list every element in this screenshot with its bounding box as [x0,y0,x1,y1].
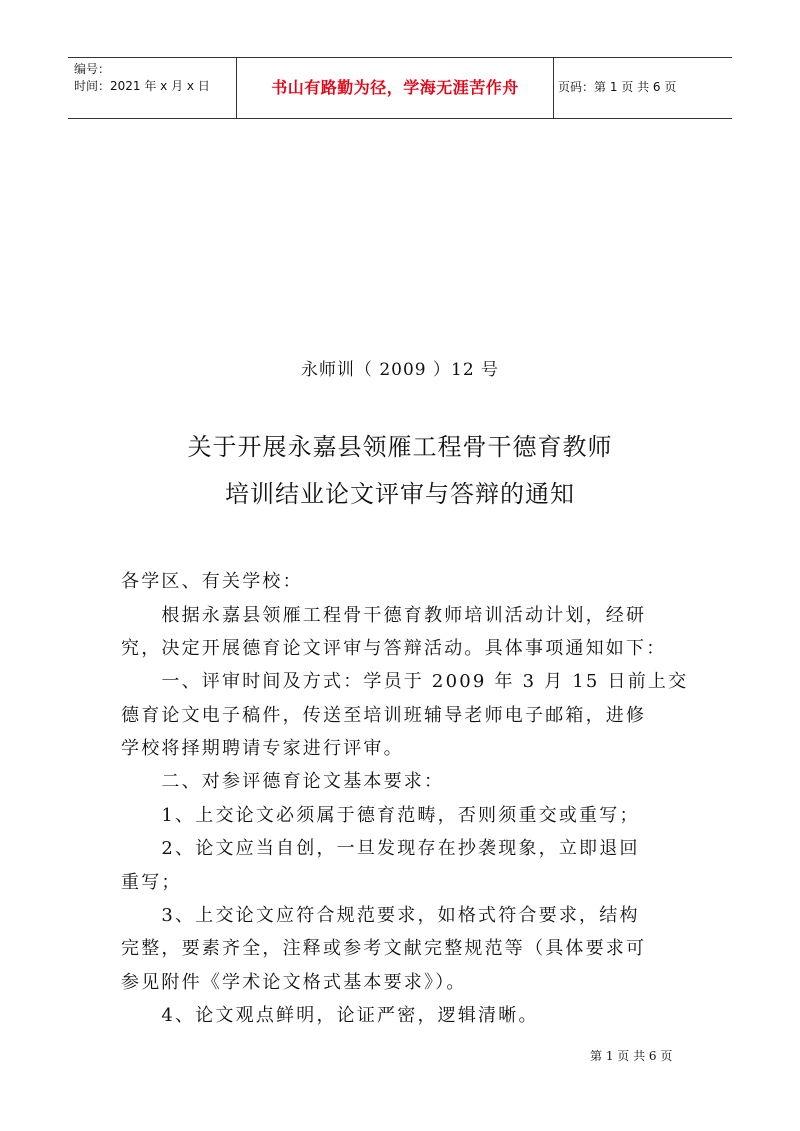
document-title-line-1: 关于开展永嘉县领雁工程骨干德育教师 [187,433,613,461]
body-line: 1、上交论文必须属于德育范畴，否则须重交或重写； [121,805,640,826]
page-footer: 第 1 页 共 6 页 [590,1049,673,1063]
motto-text: 书山有路勤为径，学海无涯苦作舟 [271,78,519,97]
body-line: 完整，要素齐全，注释或参考文献完整规范等（具体要求可 [121,938,647,959]
body-line: 重写； [121,872,182,893]
header-page-cell [554,58,732,118]
body-line: 根据永嘉县领雁工程骨干德育教师培训活动计划，经研 [121,605,647,626]
document-header [68,57,732,119]
number-label: 编号： [74,62,111,76]
body-line: 学校将择期聘请专家进行评审。 [121,738,404,759]
time-label: 时间：2021 年 x 月 x 日 [74,79,210,93]
header-info-cell [68,58,237,118]
body-line: 二、对参评德育论文基本要求： [121,771,445,792]
header-motto-cell [237,58,554,118]
body-line: 3、上交论文应符合规范要求，如格式符合要求，结构 [121,905,640,926]
document-title-line-2: 培训结业论文评审与答辩的通知 [225,480,575,508]
document-number: 永师训（ 2009 ）12 号 [300,360,500,380]
body-line: 德育论文电子稿件，传送至培训班辅导老师电子邮箱，进修 [121,705,647,726]
body-line: 2、论文应当自创，一旦发现存在抄袭现象，立即退回 [121,838,640,859]
body-line: 4、论文观点鲜明，论证严密，逻辑清晰。 [121,1005,539,1026]
body-line: 一、评审时间及方式：学员于 2009 年 3 月 15 日前上交 [121,671,689,692]
body-line: 究，决定开展德育论文评审与答辩活动。具体事项通知如下： [121,638,667,659]
body-line: 各学区、有关学校： [121,571,303,592]
body-line: 参见附件《学术论文格式基本要求》）。 [121,972,467,993]
page-info: 页码：第 1 页 共 6 页 [558,80,677,94]
